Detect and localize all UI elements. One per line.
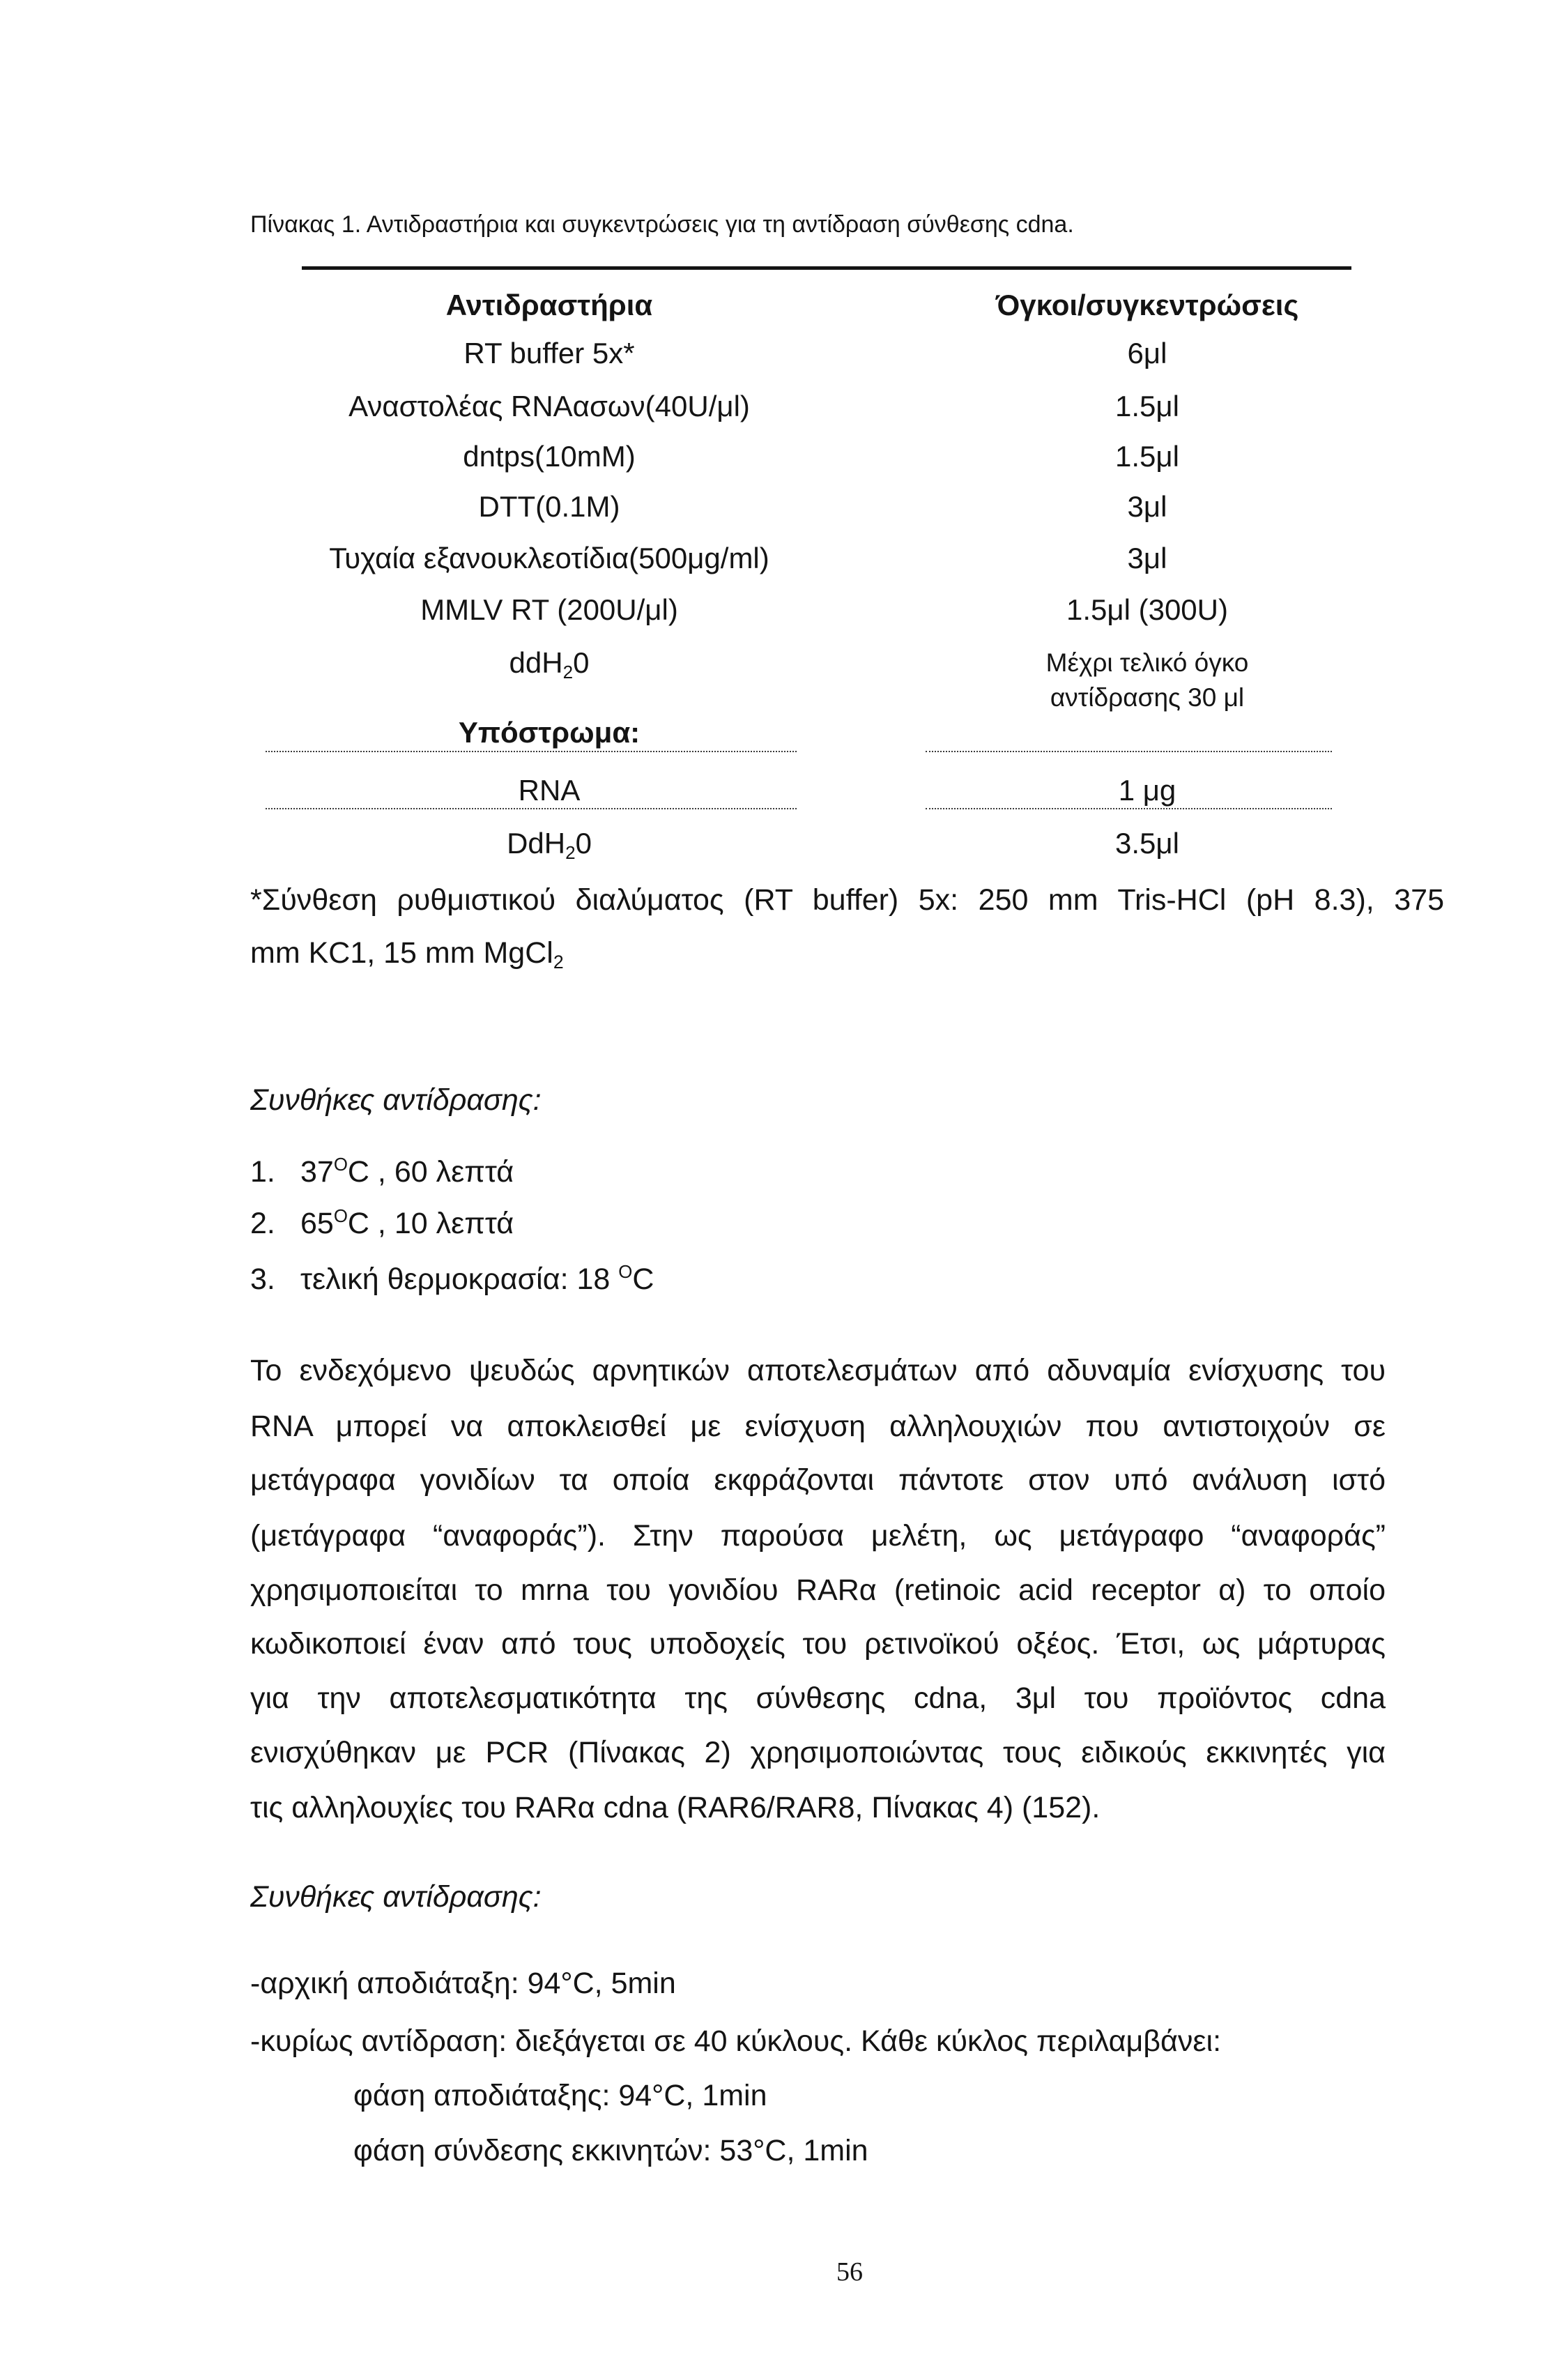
paragraph-line: τις αλληλουχίες του RARα cdna (RAR6/RAR8, Πίνακας 4) (152). [250, 1791, 1101, 1824]
paragraph-line: για την αποτελεσματικότητα της σύνθεσης cdna, 3μl του προϊόντος cdna [250, 1681, 1386, 1715]
footnote-line-1: *Σύνθεση ρυθμιστικού διαλύματος (RT buffer) 5x: 250 mm Tris-HCl (pH 8.3), 375 [250, 883, 1444, 917]
table-top-rule [302, 266, 1351, 270]
footnote-line-2 [250, 935, 564, 975]
substrate-water-subscript: 2 [565, 841, 576, 863]
paragraph-line: χρησιμοποιείται το mrna του γονιδίου RARα (retinoic acid receptor α) το οποίο [250, 1573, 1386, 1607]
dotted-divider [926, 808, 1332, 809]
table-row-reagent: RT buffer 5x* [463, 337, 635, 369]
pcr-step: -αρχική αποδιάταξη: 94°C, 5min [250, 1967, 676, 2000]
step-number: 2. [250, 1207, 275, 1240]
substrate-rna-volume: 1 μg [1118, 774, 1176, 807]
pcr-substep: φάση σύνδεσης εκκινητών: 53°C, 1min [353, 2134, 868, 2167]
step-rest: C [632, 1263, 654, 1296]
step-value: 37 [300, 1155, 334, 1189]
pcr-substep: φάση αποδιάταξης: 94°C, 1min [353, 2079, 767, 2112]
step-rest: C , 10 λεπτά [347, 1207, 514, 1240]
list-item [300, 1261, 654, 1302]
table-row-volume: 1.5μl (300U) [1066, 593, 1228, 626]
degree-superscript: O [333, 1155, 348, 1175]
paragraph-line: RNA μπορεί να αποκλεισθεί με ενίσχυση αλληλουχιών που αντιστοιχούν σε [250, 1410, 1386, 1443]
step-number: 1. [250, 1155, 275, 1189]
substrate-water-end: 0 [575, 827, 592, 860]
paragraph-line: (μετάγραφα “αναφοράς”). Στην παρούσα μελέτη, ως μετάγραφο “αναφοράς” [250, 1519, 1386, 1553]
list-item [300, 1154, 514, 1194]
substrate-water-main: DdH [507, 827, 566, 860]
table-row-volume: 6μl [1127, 337, 1167, 369]
substrate-water-reagent [263, 826, 835, 861]
substrate-rna-reagent: RNA [518, 774, 581, 807]
dotted-divider [926, 751, 1332, 752]
table-row-volume: 3μl [1127, 542, 1167, 574]
paragraph-line: κωδικοποιεί έναν από τους υποδοχείς του ρετινοϊκού οξέος. Έτσι, ως μάρτυρας [250, 1627, 1386, 1661]
degree-superscript: O [618, 1263, 633, 1283]
dotted-divider [266, 808, 797, 809]
page-number: 56 [836, 2257, 863, 2287]
table-row-volume: 1.5μl [1115, 390, 1179, 422]
paragraph-line: ενισχύθηκαν με PCR (Πίνακας 2) χρησιμοποιώντας τους ειδικούς εκκινητές για [250, 1736, 1386, 1769]
footnote-line-2-subscript: 2 [553, 951, 564, 972]
paragraph-line: μετάγραφα γονιδίων τα οποία εκφράζονται πάντοτε στον υπό ανάλυση ιστό [250, 1463, 1386, 1497]
footnote-line-2-main: mm KC1, 15 mm MgCl [250, 936, 553, 970]
table-row-reagent: dntps(10mM) [463, 440, 636, 473]
conditions-heading: Συνθήκες αντίδρασης: [250, 1880, 542, 1914]
water-reagent [263, 646, 835, 680]
table-row-reagent: Τυχαία εξανουκλεοτίδια(500μg/ml) [329, 542, 769, 574]
water-volume-line1: Μέχρι τελικό όγκο [1045, 648, 1249, 677]
step-rest: C , 60 λεπτά [347, 1155, 514, 1189]
table-row-reagent: Αναστολέας RNAασων(40U/μl) [348, 390, 750, 422]
substrate-water-volume: 3.5μl [1115, 827, 1179, 860]
header-reagents: Αντιδραστήρια [445, 289, 653, 321]
water-reagent-end: 0 [573, 646, 590, 679]
table-row-volume: 1.5μl [1115, 440, 1179, 473]
water-volume-line2: αντίδρασης 30 μl [1050, 683, 1245, 712]
step-value: τελική θερμοκρασία: 18 [300, 1263, 619, 1296]
step-value: 65 [300, 1207, 334, 1240]
table-caption: Πίνακας 1. Αντιδραστήρια και συγκεντρώσεις για τη αντίδραση σύνθεσης cdna. [250, 211, 1074, 238]
water-reagent-subscript: 2 [562, 661, 574, 682]
table-row-reagent: DTT(0.1M) [478, 490, 620, 523]
degree-superscript: O [333, 1207, 348, 1227]
table-row-volume: 3μl [1127, 490, 1167, 523]
conditions-heading: Συνθήκες αντίδρασης: [250, 1083, 542, 1117]
water-reagent-main: ddH [509, 646, 563, 679]
list-item [300, 1205, 514, 1246]
substrate-heading: Υπόστρωμα: [458, 716, 641, 749]
header-volumes: Όγκοι/συγκεντρώσεις [995, 289, 1299, 321]
pcr-step: -κυρίως αντίδραση: διεξάγεται σε 40 κύκλους. Κάθε κύκλος περιλαμβάνει: [250, 2024, 1222, 2058]
step-number: 3. [250, 1263, 275, 1296]
dotted-divider [266, 751, 797, 752]
table-row-reagent: MMLV RT (200U/μl) [420, 593, 678, 626]
paragraph-line: Το ενδεχόμενο ψευδώς αρνητικών αποτελεσμάτων από αδυναμία ενίσχυσης του [250, 1354, 1386, 1387]
